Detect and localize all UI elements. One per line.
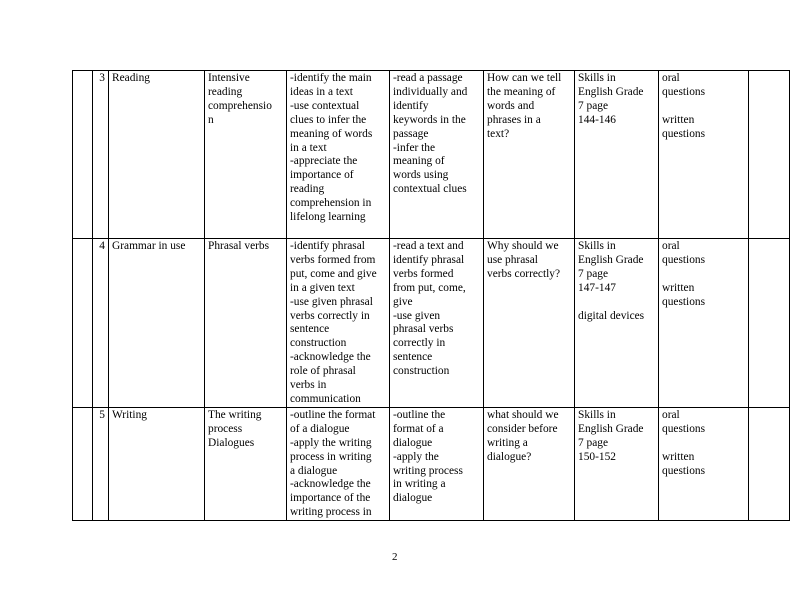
learning-experiences-cell: -read a text and identify phrasal verbs formed from put, come, give -use given phrasal verbs correctly in sentence construction xyxy=(390,239,484,408)
learning-outcomes-cell: -identify the main ideas in a text -use contextual clues to infer the meaning of words in a text -appreciate the importance of reading comprehension in lifelong learning xyxy=(287,71,390,239)
page-number: 2 xyxy=(392,551,398,563)
sub-strand-cell: Phrasal verbs xyxy=(205,239,287,408)
assessment-cell: oral questions written questions xyxy=(659,71,749,239)
remarks-cell xyxy=(749,71,790,239)
key-inquiry-cell: How can we tell the meaning of words and phrases in a text? xyxy=(484,71,575,239)
table-row xyxy=(73,239,790,408)
scheme-of-work-table xyxy=(72,70,790,521)
strand-cell: Grammar in use xyxy=(109,239,205,408)
learning-experiences-cell: -outline the format of a dialogue -apply the writing process in writing a dialogue xyxy=(390,407,484,520)
learning-experiences-cell: -read a passage individually and identify keywords in the passage -infer the meaning of words using contextual clues xyxy=(390,71,484,239)
key-inquiry-cell: what should we consider before writing a dialogue? xyxy=(484,407,575,520)
assessment-cell: oral questions written questions xyxy=(659,239,749,408)
key-inquiry-cell: Why should we use phrasal verbs correctly? xyxy=(484,239,575,408)
learning-outcomes-cell: -identify phrasal verbs formed from put, come and give in a given text -use given phrasal verbs correctly in sentence construction -acknowledge the role of phrasal verbs in communication xyxy=(287,239,390,408)
resources-cell: Skills in English Grade 7 page 150-152 xyxy=(575,407,659,520)
table-row xyxy=(73,71,790,239)
lesson-number: 3 xyxy=(93,71,109,239)
lesson-number: 5 xyxy=(93,407,109,520)
resources-cell: Skills in English Grade 7 page 144-146 xyxy=(575,71,659,239)
week-cell xyxy=(73,71,93,239)
resources-cell: Skills in English Grade 7 page 147-147 digital devices xyxy=(575,239,659,408)
week-cell xyxy=(73,239,93,408)
strand-cell: Reading xyxy=(109,71,205,239)
strand-cell: Writing xyxy=(109,407,205,520)
assessment-cell: oral questions written questions xyxy=(659,407,749,520)
week-cell xyxy=(73,407,93,520)
lesson-number: 4 xyxy=(93,239,109,408)
learning-outcomes-cell: -outline the format of a dialogue -apply the writing process in writing a dialogue -acknowledge the importance of the writing process in xyxy=(287,407,390,520)
sub-strand-cell: The writing process Dialogues xyxy=(205,407,287,520)
remarks-cell xyxy=(749,407,790,520)
sub-strand-cell: Intensive reading comprehensio n xyxy=(205,71,287,239)
table-row xyxy=(73,407,790,520)
remarks-cell xyxy=(749,239,790,408)
